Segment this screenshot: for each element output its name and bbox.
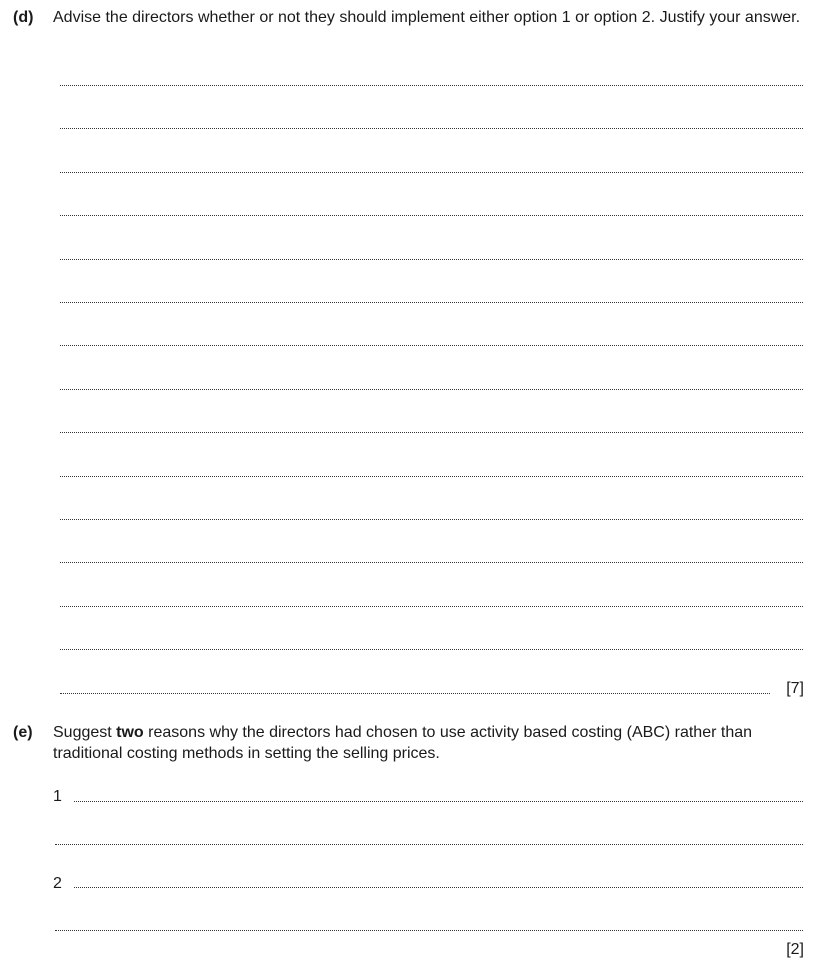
marks-d: [7] (786, 680, 804, 697)
answer-line[interactable] (60, 259, 803, 260)
answer-line[interactable] (60, 649, 803, 650)
answer-line[interactable] (74, 801, 803, 802)
answer-line[interactable] (60, 128, 803, 129)
answer-line[interactable] (60, 85, 803, 86)
question-label-d: (d) (13, 9, 34, 26)
answer-line[interactable] (55, 930, 803, 931)
answer-line[interactable] (60, 302, 803, 303)
answer-line[interactable] (60, 606, 803, 607)
answer-line[interactable] (74, 887, 803, 888)
answer-number-1: 1 (53, 788, 62, 805)
answer-line[interactable] (60, 432, 803, 433)
answer-line[interactable] (60, 345, 803, 346)
answer-line[interactable] (60, 562, 803, 563)
answer-line[interactable] (60, 519, 803, 520)
answer-line[interactable] (60, 476, 803, 477)
answer-line[interactable] (60, 172, 803, 173)
answer-line[interactable] (60, 693, 770, 694)
question-text-e: Suggest two reasons why the directors had chosen to use activity based costing (ABC) rather than traditional costing methods in setting the selling prices. (53, 724, 753, 762)
marks-e: [2] (786, 941, 804, 958)
emphasis-two: two (116, 724, 144, 741)
answer-line[interactable] (60, 215, 803, 216)
answer-number-2: 2 (53, 875, 62, 892)
answer-line[interactable] (55, 844, 803, 845)
question-text-d: Advise the directors whether or not they should implement either option 1 or option 2. Justify your answer. (53, 9, 801, 26)
answer-line[interactable] (60, 389, 803, 390)
question-label-e: (e) (13, 724, 33, 741)
